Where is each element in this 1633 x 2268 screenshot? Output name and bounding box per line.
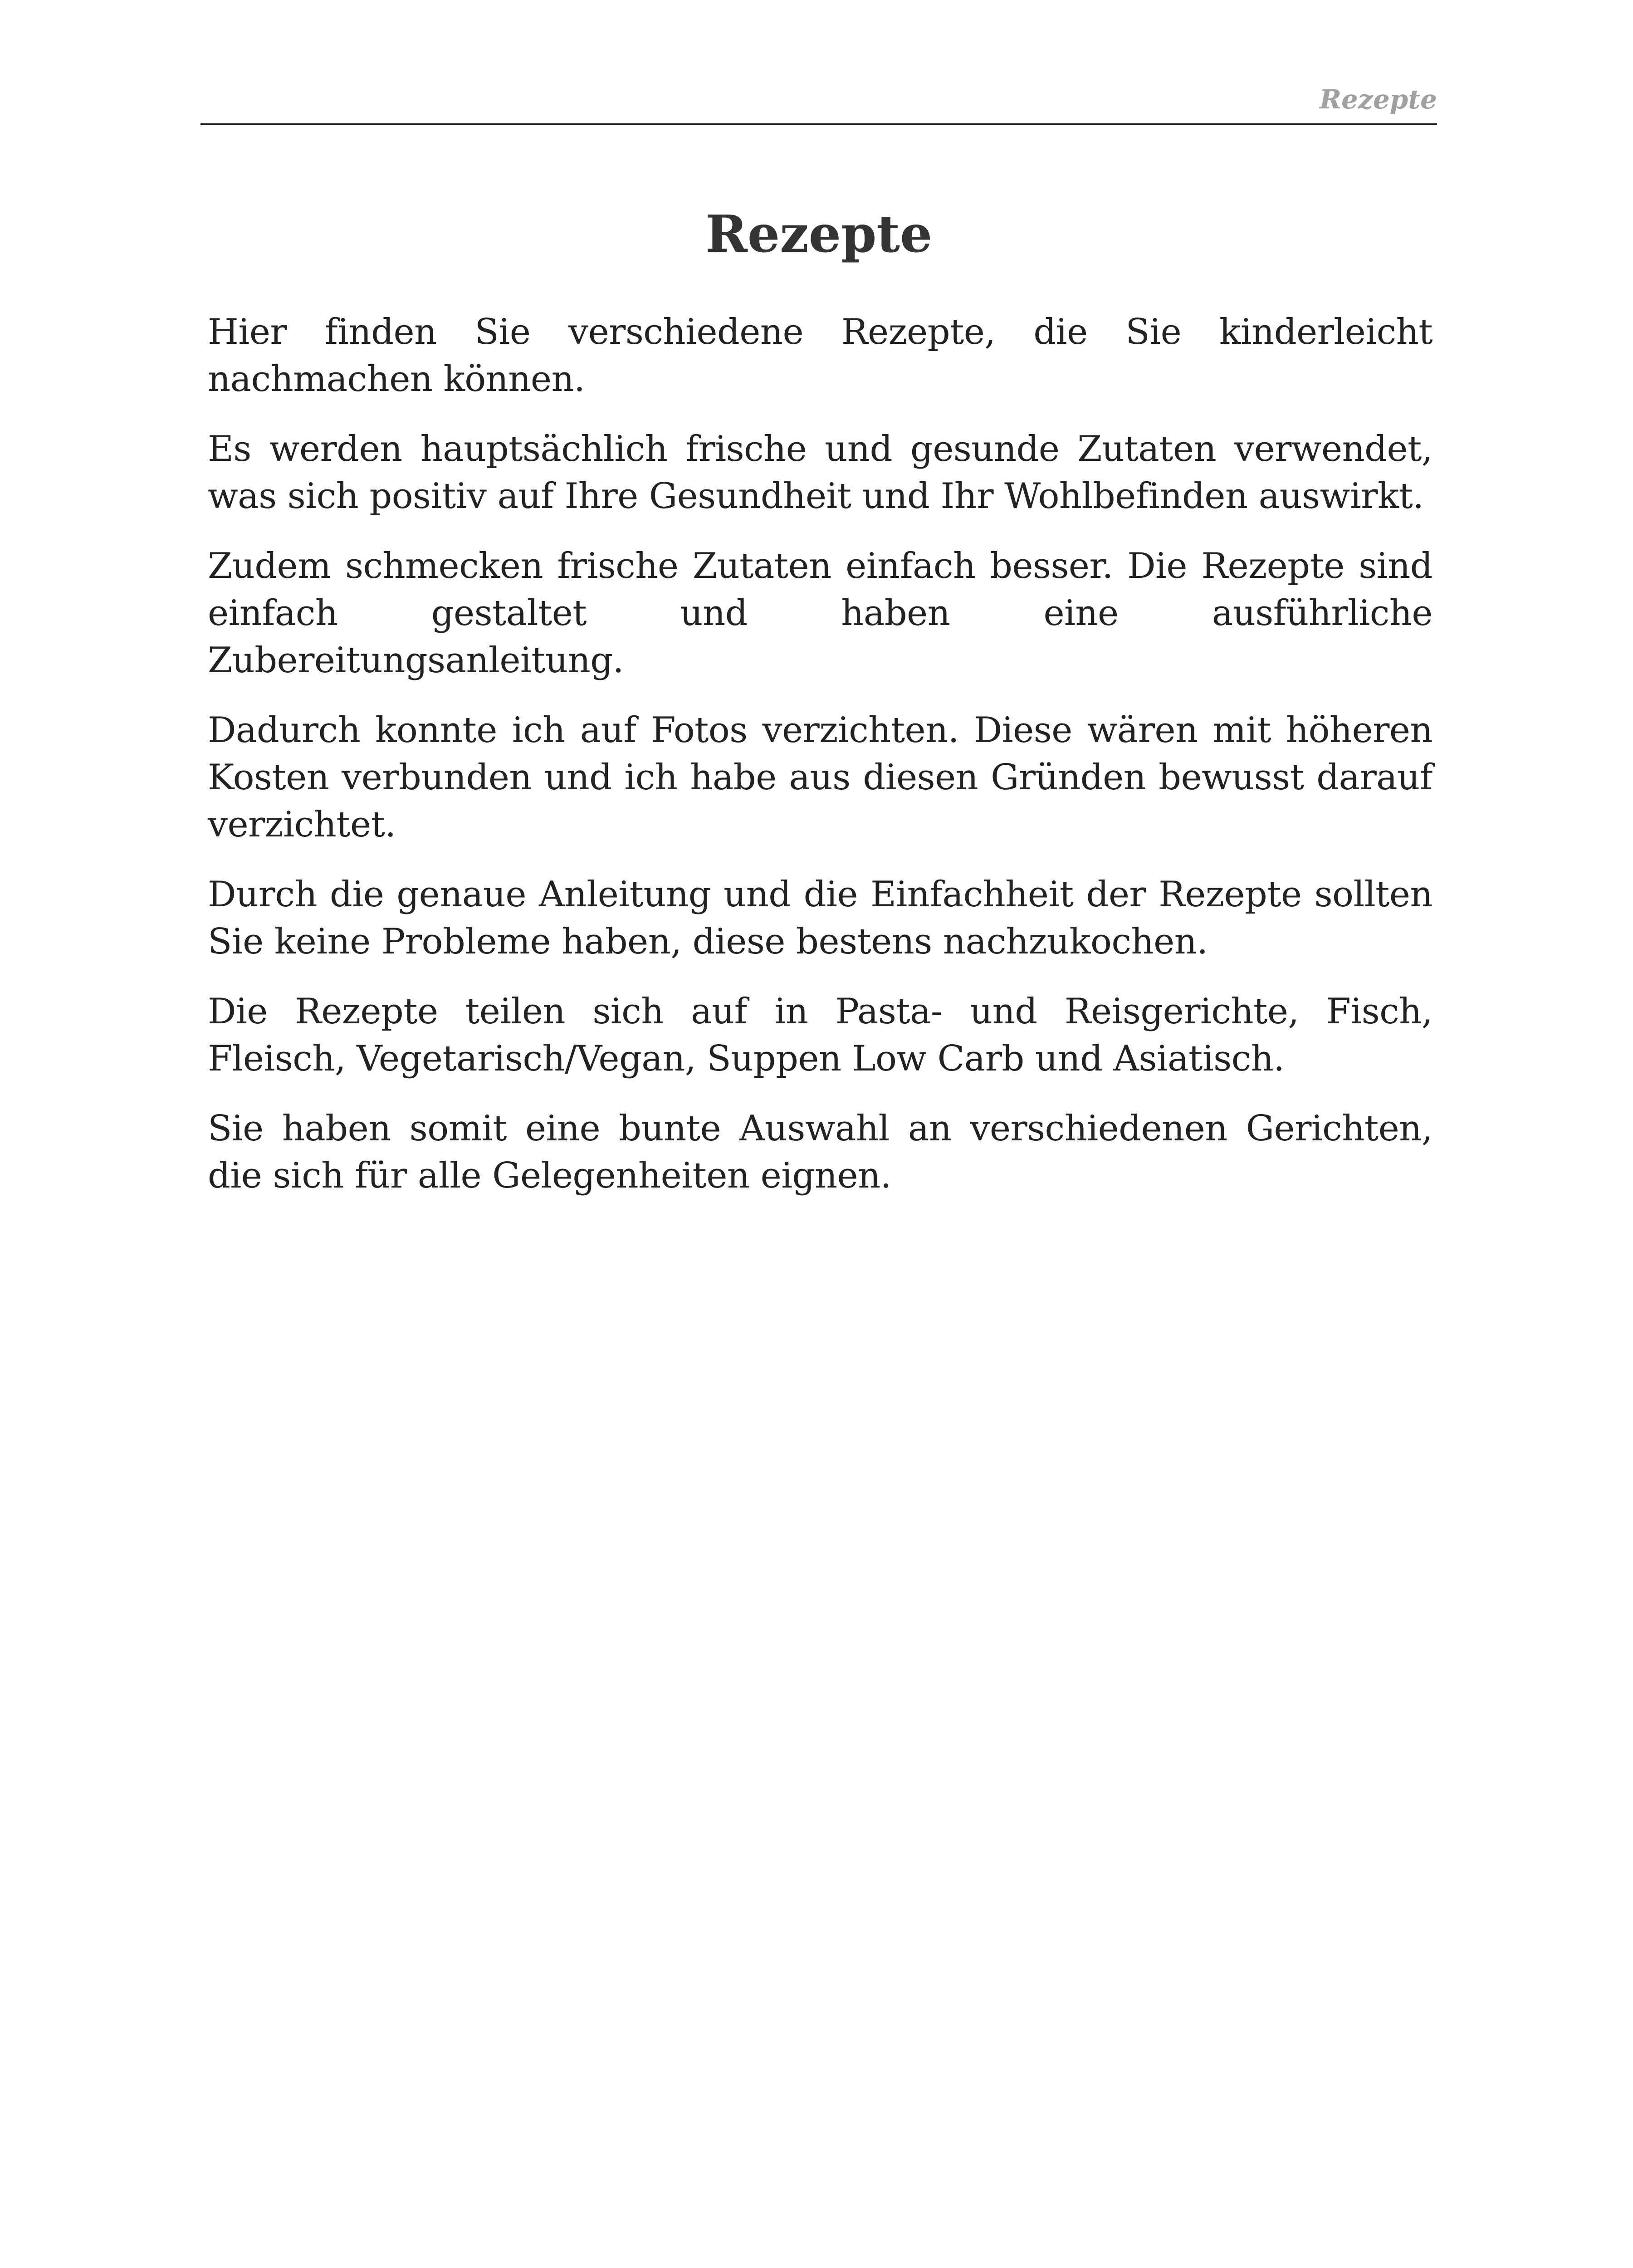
body-text	[208, 308, 1433, 1222]
paragraph-intro: Hier finden Sie verschiedene Rezepte, die Sie kinderleicht nachmachen können.	[208, 312, 1433, 400]
paragraph-ingredients: Es werden hauptsächlich frische und gesunde Zutaten verwendet, was sich positiv auf Ihre Gesundheit und Ihr Wohlbefinden auswirkt.	[208, 429, 1433, 517]
paragraph-taste: Zudem schmecken frische Zutaten einfach besser. Die Rezepte sind einfach gestaltet und haben eine ausführliche Zubereitungsanleitung.	[208, 546, 1433, 681]
chapter-title: Rezepte	[705, 205, 933, 264]
header-rule	[200, 123, 1437, 125]
paragraph-categories: Die Rezepte teilen sich auf in Pasta- und Reisgerichte, Fisch, Fleisch, Vegetarisch/Vegan, Suppen Low Carb und Asiatisch.	[208, 991, 1433, 1079]
paragraph-selection: Sie haben somit eine bunte Auswahl an verschiedenen Gerichten, die sich für alle Gelegenheiten eignen.	[208, 1108, 1433, 1196]
paragraph-photos: Dadurch konnte ich auf Fotos verzichten. Diese wären mit höheren Kosten verbunden und ich habe aus diesen Gründen bewusst darauf verzichtet.	[208, 710, 1433, 845]
running-header-title: Rezepte	[1319, 84, 1437, 115]
paragraph-instructions: Durch die genaue Anleitung und die Einfachheit der Rezepte sollten Sie keine Probleme haben, diese bestens nachzukochen.	[208, 874, 1433, 962]
